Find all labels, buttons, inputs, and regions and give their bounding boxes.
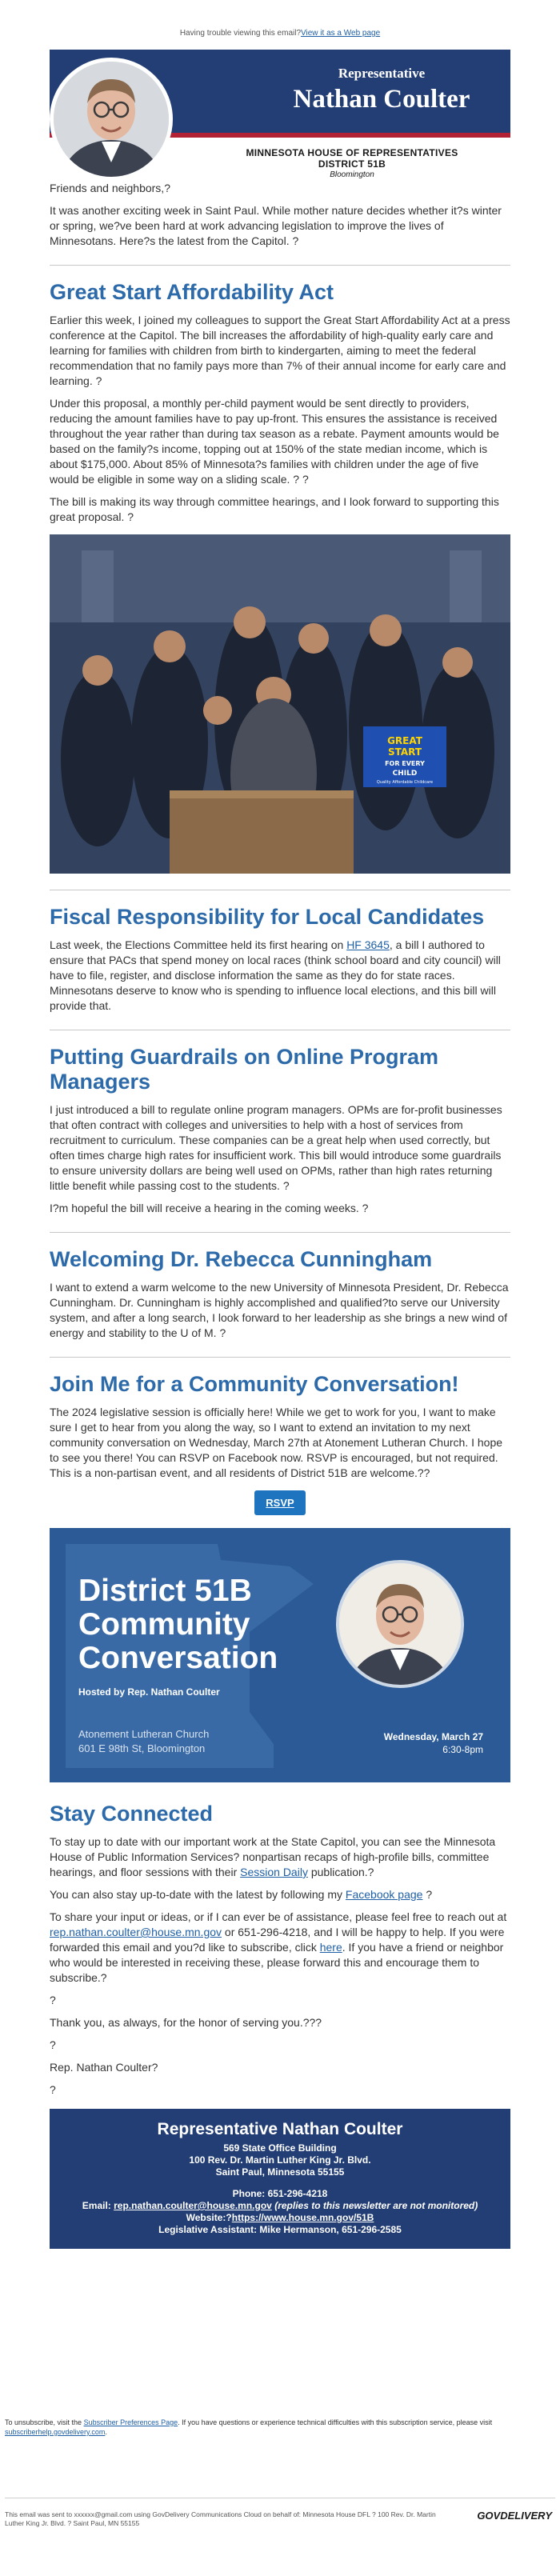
unsub-text-a: To unsubscribe, visit the [5,2418,84,2426]
intro-paragraph: It was another exciting week in Saint Paul. While mother nature decides whether it?s winter or spring, we?ve been hard at work advancing legislation to improve the lives of Minnesotans. Here?s the latest from the Capitol. ? [50,204,502,247]
press-conference-photo [50,534,510,874]
fiscal-text-before: Last week, the Elections Committee held its first hearing on [50,938,347,951]
rsvp-button[interactable]: RSVP [254,1490,305,1515]
sign-line-1: GREAT [387,735,422,746]
footer-email-link[interactable]: rep.nathan.coulter@house.mn.gov [114,2200,272,2211]
heading-fiscal: Fiscal Responsibility for Local Candidates [50,905,485,929]
heading-great-start: Great Start Affordability Act [50,280,334,304]
stay-p3-c: . If you have a friend or neighbor who would be interested in receiving these, please forward this and encourage them to subscribe.? [50,1941,504,1984]
sign-line-5: Quality Affordable Childcare [376,780,434,785]
divider [50,1357,510,1358]
unsub-text-b: . If you have questions or experience technical difficulties with this subscription service, please visit [178,2418,493,2426]
subscribe-here-link[interactable]: here [319,1941,342,1954]
press-conference-image-icon [50,534,510,874]
footer-city: Saint Paul, Minnesota 55155 [215,2166,345,2178]
facebook-page-link[interactable]: Facebook page [345,1888,423,1901]
spacer-line-3: ? [50,2083,56,2096]
spacer-line-1: ? [50,1994,56,2006]
thanks-line: Thank you, as always, for the honor of serving you.??? [50,2016,322,2029]
footer-assistant: Legislative Assistant: Mike Hermanson, 651-296-2585 [158,2224,402,2235]
sent-to-notice: This email was sent to xxxxxx@gmail.com using GovDelivery Communications Cloud on behalf of: Minnesota House DFL ? 100 Rev. Dr. Martin Luther King Jr. Blvd. ? Saint Paul, MN 55155 [5,2510,436,2527]
banner-line-1: District 51B [78,1574,252,1608]
banner-time: 6:30-8pm [442,1744,483,1755]
great-start-p2: Under this proposal, a monthly per-child payment would be sent directly to providers, reducing the amount families have to pay up-front. This ensures the assistance is received throughout the year rather than during tax season as a rebate. Payment amounts would be based on the family?s income, topping out at 150% of the state median income, which is about $175,000. About 85% of Minnesota?s families with children under the age of five would be eligible in some way on a sliding scale. ? ? [50,397,499,486]
great-start-p1: Earlier this week, I joined my colleagues to support the Great Start Affordability Act at a press conference at the Capitol. The bill increases the affordability of high-quality early care and learning for families with children from birth to kindergarten, aiming to meet the federal recommendation that no family pays more than 7% of their annual income for early care and learning. ? [50,314,510,387]
footer-website-label: Website:? [186,2212,232,2223]
stay-p2 [50,1887,510,1902]
banner-venue: Atonement Lutheran Church [78,1728,210,1740]
sign-line-4: CHILD [392,770,418,778]
avatar-portrait-icon [54,62,169,177]
heading-community: Join Me for a Community Conversation! [50,1372,459,1396]
divider [50,1232,510,1233]
banner-date: Wednesday, March 27 [383,1731,483,1742]
email-link[interactable]: rep.nathan.coulter@house.mn.gov [50,1926,222,1938]
heading-stay-connected: Stay Connected [50,1802,214,1826]
web-view-bar [0,0,560,38]
fiscal-text-after: , a bill I authored to ensure that PACs that spend money on local races (think school board and city council) will have to file, register, and disclose information the same as they do for state races. Minnesotans deserve to know who is spending to influence local elections, and this bill will provide that. [50,938,501,1012]
header-title-name: Nathan Coulter [293,85,470,114]
opm-p2: I?m hopeful the bill will receive a hearing in the coming weeks. ? [50,1202,369,1214]
fiscal-paragraph [50,938,510,1014]
footer-website-line [66,2212,494,2224]
hf-3645-link[interactable]: HF 3645 [346,938,390,951]
subscriber-help-link[interactable]: subscriberhelp.govdelivery.com [5,2428,106,2436]
banner-line-2: Community [78,1607,250,1642]
stay-p1-before: To stay up to date with our important work at the State Capitol, you can see the Minnesota House of Public Information Services? nonpartisan recaps of high-profile bills, committee hearings, and floor sessions with their [50,1835,496,1878]
stay-p2-after: ? [422,1888,433,1901]
footer-street: 100 Rev. Dr. Martin Luther King Jr. Blvd. [189,2154,371,2166]
banner-line-3: Conversation [78,1641,278,1675]
email-body [50,50,510,2249]
stay-p1-after: publication.? [307,1866,374,1878]
greeting: Friends and neighbors,? [50,182,170,194]
banner-portrait [336,1560,464,1688]
great-start-p3: The bill is making its way through committee hearings, and I look forward to supporting this great proposal. ? [50,495,499,523]
stay-p3 [50,1910,510,1986]
header-banner [50,50,510,138]
opm-p1: I just introduced a bill to regulate online program managers. OPMs are for-profit businesses that often contract with colleges and universities to help with a host of services from recruitment to curriculum. These companies can be a great help when used correctly, but often times charge high rates for insufficient work. This bill would introduce some guardrails to ensure university dollars are being well used on OPMs, rather than high rates returning little benefit while passing cost to the students. ? [50,1103,502,1192]
divider [50,265,510,266]
unsubscribe-notice [5,2418,555,2437]
subscriber-preferences-link[interactable]: Subscriber Preferences Page [83,2418,178,2426]
web-view-link[interactable]: View it as a Web page [301,29,381,38]
footer-email-line [66,2200,494,2212]
sign-line-3: FOR EVERY [385,760,425,767]
contact-footer [50,2109,510,2249]
banner-address: 601 E 98th St, Bloomington [78,1742,206,1754]
stay-p3-b: or 651-296-4218, and I will be happy to help. If you were forwarded this email and you?d like to subscribe, click [50,1926,505,1954]
city-name: Bloomington [330,170,374,179]
sign-line-2: START [387,746,422,758]
session-daily-link[interactable]: Session Daily [240,1866,308,1878]
heading-opm: Putting Guardrails on Online Program Managers [50,1045,439,1094]
district-name: DISTRICT 51B [318,158,386,170]
heading-welcome: Welcoming Dr. Rebecca Cunningham [50,1247,433,1271]
footer-email-note: (replies to this newsletter are not monitored) [271,2200,478,2211]
representative-avatar [50,58,173,181]
stay-p3-a: To share your input or ideas, or if I can ever be of assistance, please feel free to reach out at [50,1910,507,1923]
stay-p1 [50,1834,510,1880]
stay-p2-before: You can also stay up-to-date with the latest by following my [50,1888,346,1901]
footer-website-link[interactable]: https://www.house.mn.gov/51B [231,2212,374,2223]
header-title-small: Representative [338,66,426,81]
spacer-line-2: ? [50,2038,56,2051]
footer-phone: Phone: 651-296-4218 [232,2188,328,2199]
banner-portrait-icon [339,1563,461,1685]
govdelivery-logo-icon: GOVDELIVERY [477,2510,552,2522]
footer-email-label: Email: [82,2200,114,2211]
welcome-p1: I want to extend a warm welcome to the new University of Minnesota President, Dr. Rebecca Cunningham. Dr. Cunningham is highly accomplished and qualified?to serve our University system, and after a long search, I look forward to her leadership as she brings a new wind of energy and stability to the U of M. ? [50,1281,509,1339]
community-conversation-banner [50,1528,510,1782]
house-name: MINNESOTA HOUSE OF REPRESENTATIVES [246,147,458,158]
rsvp-wrapper [50,1490,510,1515]
banner-hosted-by: Hosted by Rep. Nathan Coulter [78,1686,220,1698]
footer-name: Representative Nathan Coulter [157,2120,403,2138]
web-view-text: Having trouble viewing this email? [179,29,302,38]
community-p1: The 2024 legislative session is officially here! While we get to work for you, I want to make sure I get to hear from you along the way, so I want to extend an invitation to my next community conversation on Wednesday, March 27th at Atonement Lutheran Church. I hope to see you there! You can RSVP on Facebook now. RSVP is encouraged, but not required. This is a non-partisan event, and all residents of District 51B are welcome.?? [50,1406,503,1479]
footer-office: 569 State Office Building [223,2142,337,2154]
signoff: Rep. Nathan Coulter? [50,2061,158,2074]
unsub-text-c: . [105,2428,107,2436]
